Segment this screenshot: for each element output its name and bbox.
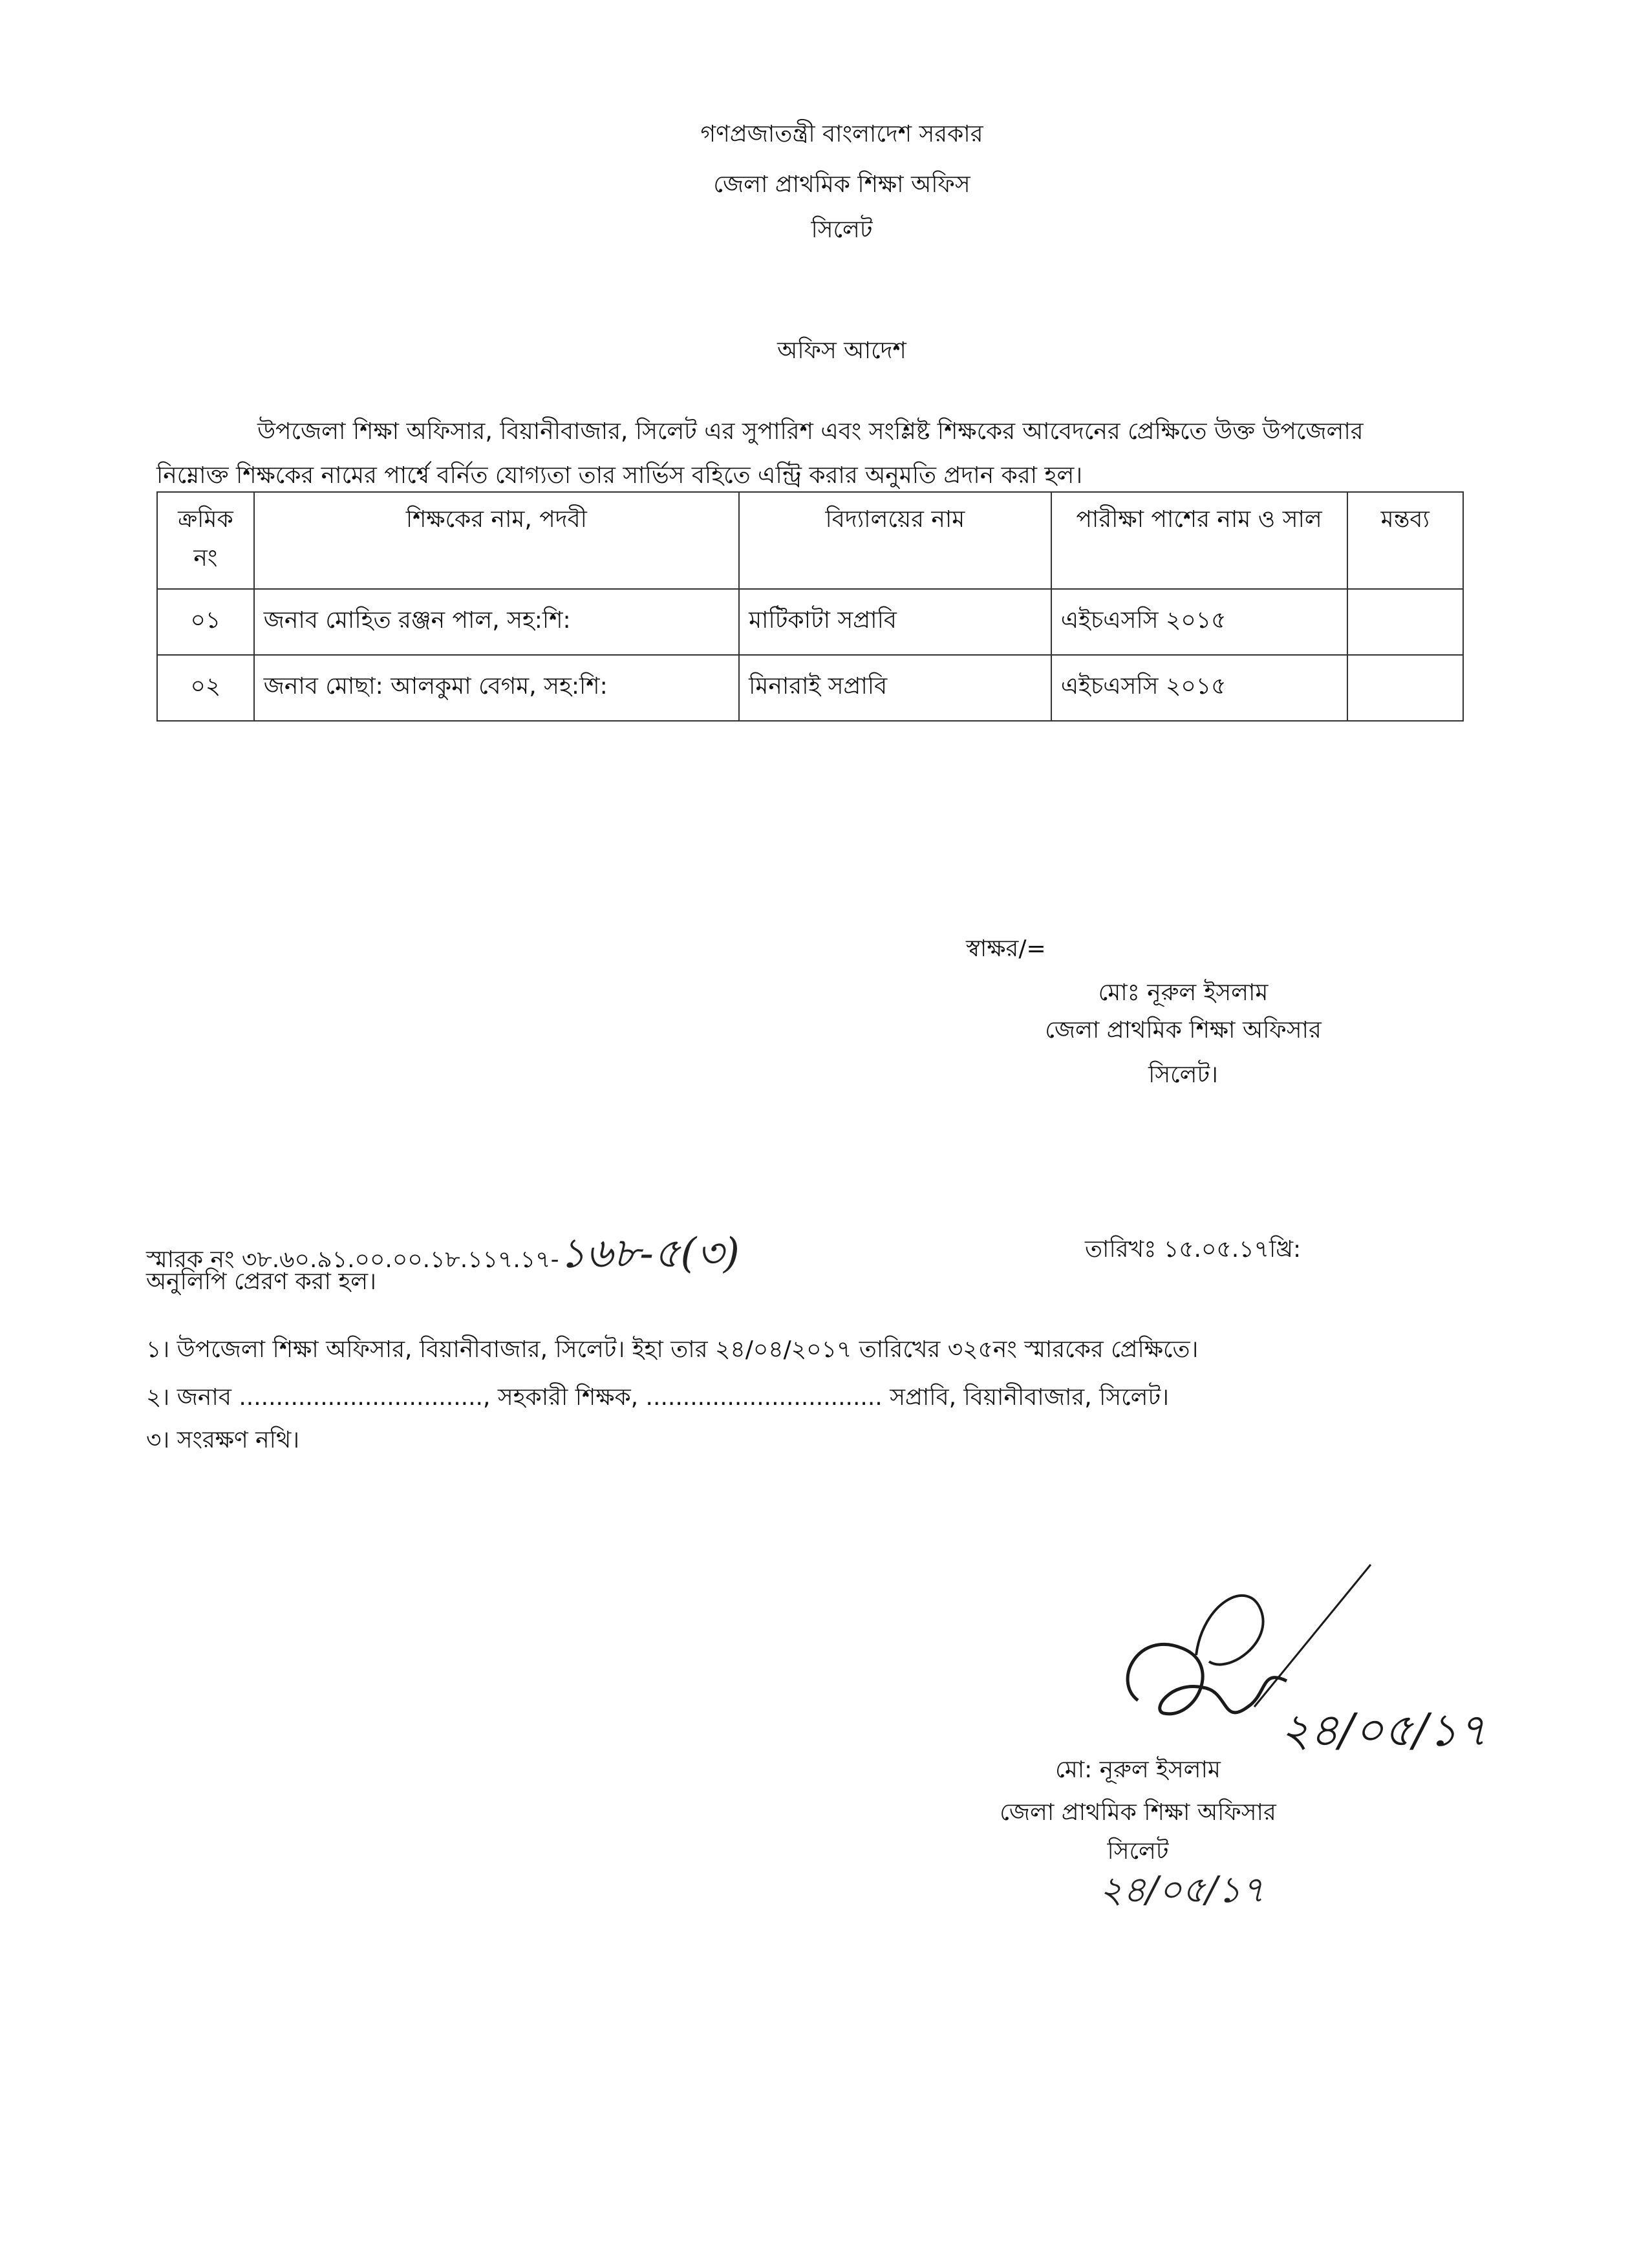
signatory-name: মোঃ নূরুল ইসলাম: [1098, 979, 1269, 1006]
document-title: অফিস আদেশ: [777, 337, 906, 364]
signature-handwritten-date: ২৪/০৫/১৭: [1280, 1704, 1487, 1757]
table-row: [157, 655, 1463, 721]
signed-label: স্বাক্ষর/=: [966, 936, 1046, 962]
col-remarks: মন্তব্য: [1347, 492, 1463, 589]
copy-intro: অনুলিপি প্রেরণ করা হল।: [146, 1268, 376, 1295]
copy-item-2: ২। জনাব ................................., সহকারী শিক্ষক, ................................ সপ্রাবি, বিয়ানীবাজার, সিলেট।: [146, 1384, 1169, 1411]
header-government: গণপ্রজাতন্ত্রী বাংলাদেশ সরকার: [700, 121, 983, 147]
memo-number-handwritten: ১৬৮-৫(৩): [559, 1230, 740, 1278]
paragraph-line-2: নিম্নোক্ত শিক্ষকের নামের পার্শ্বে বর্নিত যোগ্যতা তার সার্ভিস বহিতে এন্ট্রি করার অনুমতি প্রদান করা হল।: [156, 462, 1083, 489]
col-school-name: বিদ্যালয়ের নাম: [739, 492, 1051, 589]
col-teacher-name: শিক্ষকের নাম, পদবী: [254, 492, 739, 589]
signatory-designation: জেলা প্রাথমিক শিক্ষা অফিসার: [1045, 1017, 1322, 1043]
stamp-name: মো: নূরুল ইসলাম: [1055, 1757, 1221, 1783]
header-office: জেলা প্রাথমিক শিক্ষা অফিস: [713, 171, 970, 198]
table-row: [157, 589, 1463, 655]
cell-exam: এইচএসসি ২০১৫: [1051, 655, 1347, 721]
signatory-place: সিলেট।: [1148, 1062, 1218, 1088]
cell-remarks: [1347, 589, 1463, 655]
cell-school-name: মিনারাই সপ্রাবি: [739, 655, 1051, 721]
teacher-table: [156, 491, 1464, 722]
paragraph-line-1: উপজেলা শিক্ষা অফিসার, বিয়ানীবাজার, সিলেট এর সুপারিশ এবং সংশ্লিষ্ট শিক্ষকের আবেদনের প্রেক্ষিতে উক্ত উপজেলার: [257, 418, 1364, 445]
stamp-designation: জেলা প্রাথমিক শিক্ষা অফিসার: [1000, 1799, 1276, 1826]
memo-number-printed: স্মারক নং ৩৮.৬০.৯১.০০.০০.১৮.১১৭.১৭-: [146, 1246, 559, 1273]
table-header-row: [157, 492, 1463, 589]
col-exam: পারীক্ষা পাশের নাম ও সাল: [1051, 492, 1347, 589]
cell-teacher-name: জনাব মোহিত রঞ্জন পাল, সহ:শি:: [254, 589, 739, 655]
cell-serial: ০১: [157, 589, 254, 655]
cell-school-name: মাটিকাটা সপ্রাবি: [739, 589, 1051, 655]
cell-exam: এইচএসসি ২০১৫: [1051, 589, 1347, 655]
copy-item-1: ১। উপজেলা শিক্ষা অফিসার, বিয়ানীবাজার, সিলেট। ইহা তার ২৪/০৪/২০১৭ তারিখের ৩২৫নং স্মারকের প্রেক্ষিতে।: [146, 1336, 1199, 1363]
stamp-place: সিলেট: [1107, 1838, 1169, 1865]
header-city: সিলেট: [811, 217, 873, 243]
memo-date: তারিখঃ ১৫.০৫.১৭খ্রি:: [1085, 1236, 1302, 1263]
col-serial: ক্রমিক নং: [157, 492, 254, 589]
cell-teacher-name: জনাব মোছা: আলকুমা বেগম, সহ:শি:: [254, 655, 739, 721]
cell-remarks: [1347, 655, 1463, 721]
stamp-handwritten-date: ২৪/০৫/১৭: [1099, 1869, 1265, 1911]
cell-serial: ০২: [157, 655, 254, 721]
copy-item-3: ৩। সংরক্ষণ নথি।: [146, 1427, 300, 1453]
